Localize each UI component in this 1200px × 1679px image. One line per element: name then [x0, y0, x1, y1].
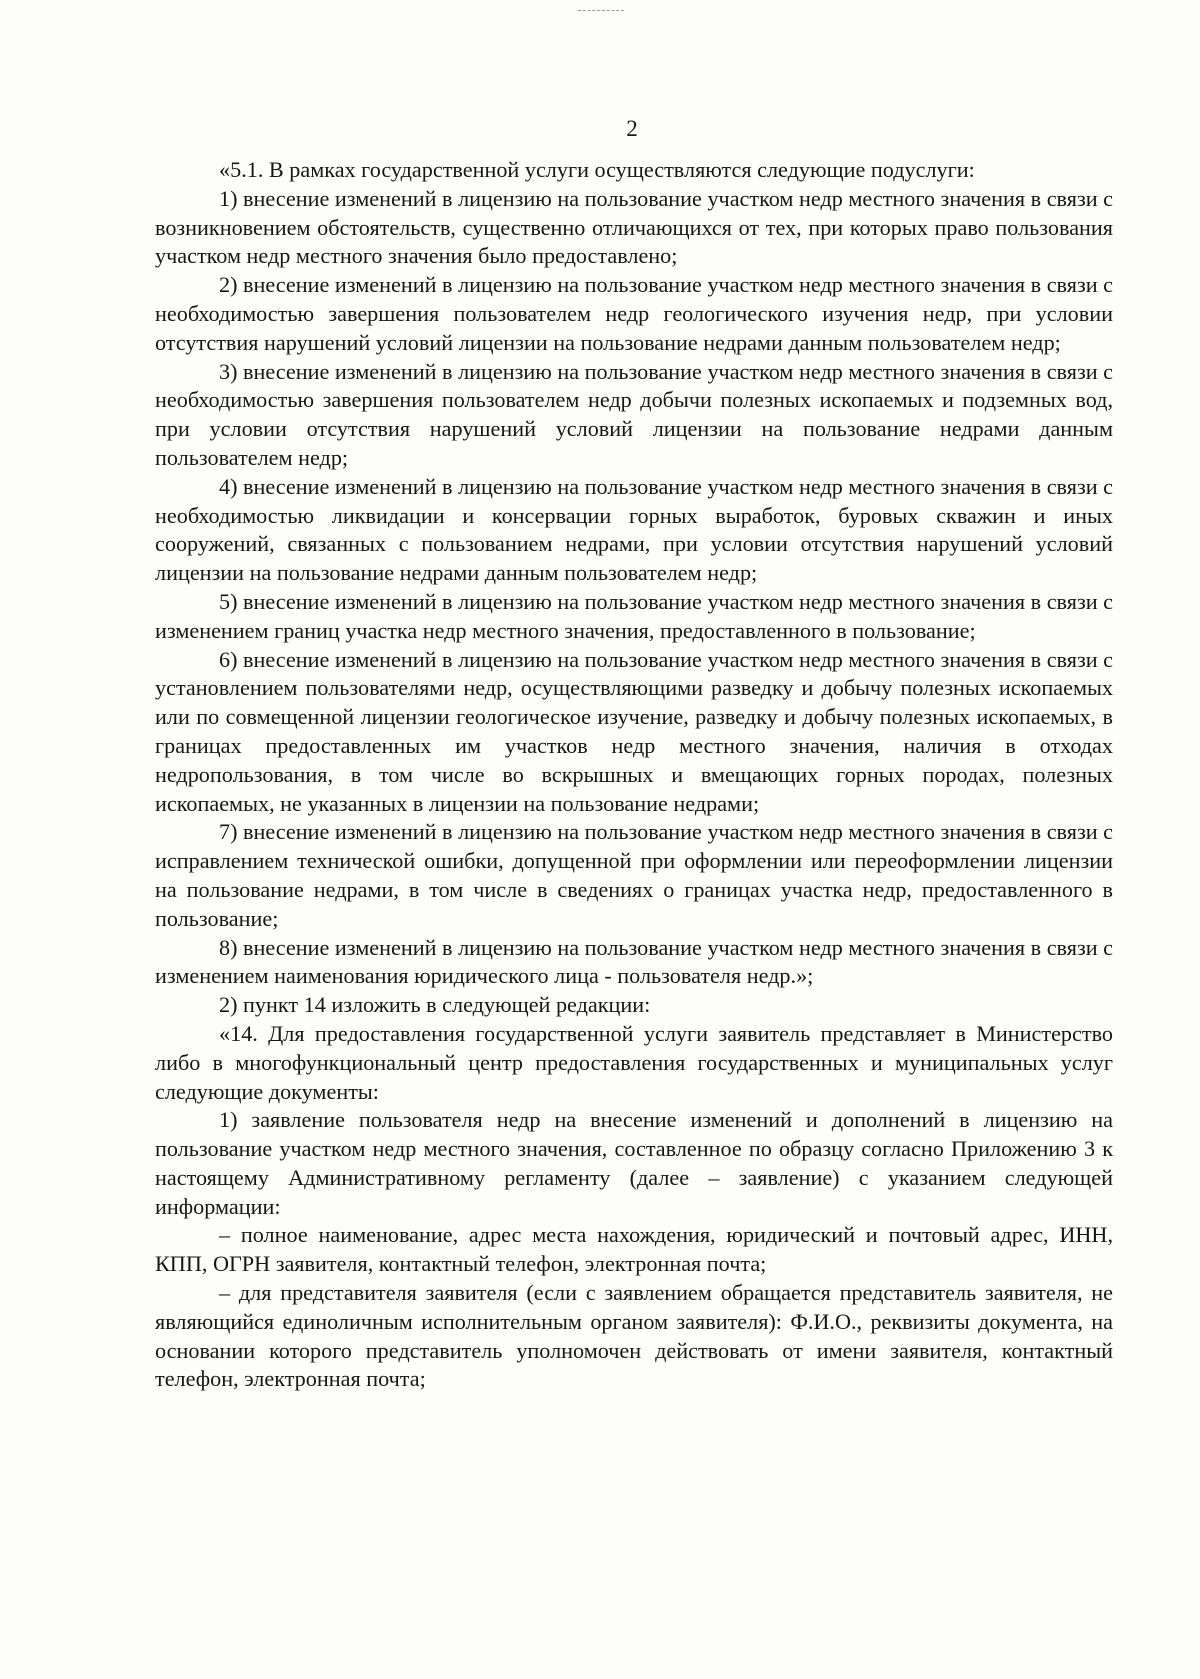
- paragraph-14-intro: «14. Для предоставления государственной услуги заявитель представляет в Министерство либо в многофункциональный центр предоставления государственных и муниципальных услуг следующие документы:: [155, 1020, 1113, 1104]
- paragraph-amendment-2: 2) пункт 14 изложить в следующей редакции:: [219, 992, 651, 1018]
- paragraph-5-1-intro: «5.1. В рамках государственной услуги осуществляются следующие подуслуги:: [219, 157, 975, 182]
- paragraph-item-3: 3) внесение изменений в лицензию на пользование участком недр местного значения в связи с необходимостью завершения пользователем недр добычи полезных ископаемых и подземных вод, при условии отсутствия нарушений условий лицензии на пользование недрами данным пользователем недр;: [155, 358, 1113, 470]
- paragraph-14-item-1: 1) заявление пользователя недр на внесение изменений и дополнений в лицензию на пользование участком недр местного значения, составленное по образцу согласно Приложению 3 к настоящему Административному регламенту (далее – заявление) с указанием следующей информации:: [155, 1107, 1113, 1219]
- paragraph-item-6: 6) внесение изменений в лицензию на пользование участком недр местного значения в связи с установлением пользователями недр, осуществляющими разведку и добычу полезных ископаемых или по совмещенной лицензии геологическое изучение, разведку и добычу полезных ископаемых, в границах предоставленных им участков недр местного значения, наличия в отходах недропользования, в том числе во вскрышных и вмещающих горных породах, полезных ископаемых, не указанных в лицензии на пользование недрами;: [155, 646, 1113, 816]
- document-body: [155, 156, 1113, 1394]
- paragraph-item-2: 2) внесение изменений в лицензию на пользование участком недр местного значения в связи с необходимостью завершения пользователем недр геологического изучения недр, при условии отсутствия нарушений условий лицензии на пользование недрами данным пользователем недр;: [155, 272, 1113, 355]
- paragraph-item-8: 8) внесение изменений в лицензию на пользование участком недр местного значения в связи с изменением наименования юридического лица - пользователя недр.»;: [155, 934, 1113, 989]
- paragraph-dash-representative: – для представителя заявителя (если с заявлением обращается представитель заявителя, не являющийся единоличным исполнительным органом заявителя): Ф.И.О., реквизиты документа, на основании которого представитель уполномочен действовать от имени заявителя, контактный телефон, электронная почта;: [155, 1280, 1113, 1392]
- paragraph-item-4: 4) внесение изменений в лицензию на пользование участком недр местного значения в связи с необходимостью ликвидации и консервации горных выработок, буровых скважин и иных сооружений, связанных с пользованием недрами, при условии отсутствия нарушений условий лицензии на пользование недрами данным пользователем недр;: [155, 473, 1113, 586]
- scan-artifact: [578, 10, 624, 14]
- paragraph-item-5: 5) внесение изменений в лицензию на пользование участком недр местного значения в связи с изменением границ участка недр местного значения, предоставленного в пользование;: [155, 588, 1113, 643]
- paragraph-item-1: 1) внесение изменений в лицензию на пользование участком недр местного значения в связи с возникновением обстоятельств, существенно отличающихся от тех, при которых право пользования участком недр местного значения было предоставлено;: [155, 185, 1113, 269]
- paragraph-dash-applicant: – полное наименование, адрес места нахождения, юридический и почтовый адрес, ИНН, КПП, ОГРН заявителя, контактный телефон, электронная почта;: [155, 1222, 1113, 1277]
- page-number: 2: [626, 116, 638, 141]
- paragraph-item-7: 7) внесение изменений в лицензию на пользование участком недр местного значения в связи с исправлением технической ошибки, допущенной при оформлении или переоформлении лицензии на пользование недрами, в том числе в сведениях о границах участка недр, предоставленного в пользование;: [155, 819, 1113, 931]
